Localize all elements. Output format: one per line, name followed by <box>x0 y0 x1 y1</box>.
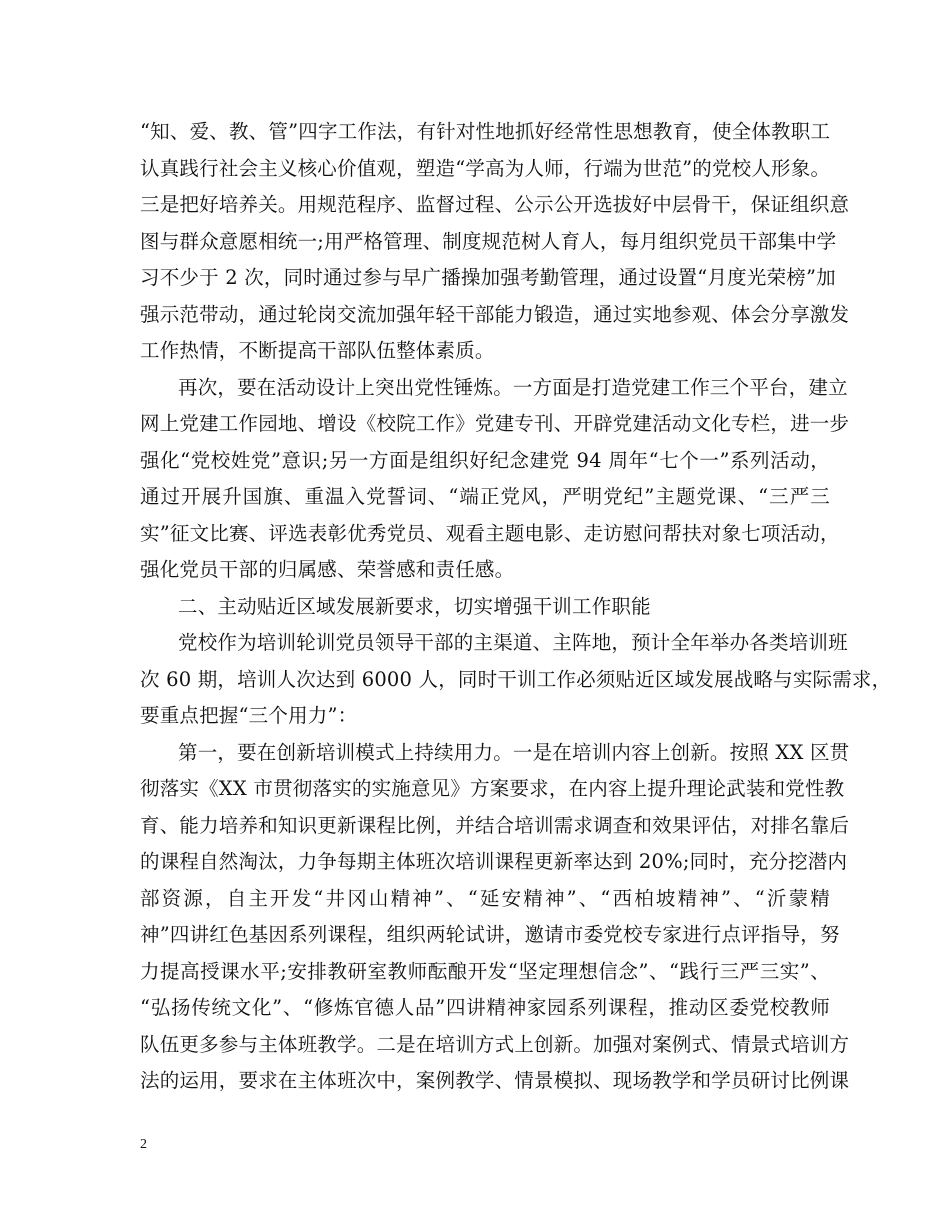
text-line: 强化“党校姓党”意识;另一方面是组织好纪念建党 94 周年“七个一”系列活动， <box>140 448 830 472</box>
text-line: 育、能力培养和知识更新课程比例，并结合培训需求调查和效果评估，对排名靠后 <box>140 813 850 837</box>
section-heading: 二、主动贴近区域发展新要求，切实增强干训工作职能 <box>178 594 651 618</box>
text-line: 再次，要在活动设计上突出党性锤炼。一方面是打造党建工作三个平台，建立 <box>178 375 848 399</box>
text-line: 图与群众意愿相统一;用严格管理、制度规范树人育人，每月组织党员干部集中学 <box>140 229 837 253</box>
text-line: 强示范带动，通过轮岗交流加强年轻干部能力锻造，通过实地参观、体会分享激发 <box>140 302 850 326</box>
page-number: 2 <box>140 1137 147 1152</box>
text-line: 实”征文比赛、评选表彰优秀党员、观看主题电影、走访慰问帮扶对象七项活动， <box>140 521 840 545</box>
text-line: 网上党建工作园地、增设《校院工作》党建专刊、开辟党建活动文化专栏，进一步 <box>140 412 850 435</box>
text-line: 法的运用，要求在主体班次中，案例教学、情景模拟、现场教学和学员研讨比例课 <box>140 1069 850 1092</box>
text-line: “弘扬传统文化”、“修炼官德人品”四讲精神家园系列课程，推动区委党校教师 <box>140 996 830 1019</box>
text-line: “知、爱、教、管”四字工作法，有针对性地抓好经常性思想教育，使全体教职工 <box>140 120 831 143</box>
text-line: 第一，要在创新培训模式上持续用力。一是在培训内容上创新。按照 XX 区贯 <box>178 740 850 764</box>
text-line: 习不少于 2 次，同时通过参与早广播操加强考勤管理，通过设置“月度光荣榜”加 <box>140 266 836 289</box>
text-line: 党校作为培训轮训党员领导干部的主渠道、主阵地，预计全年举办各类培训班 <box>178 631 848 654</box>
document-body <box>140 114 892 1100</box>
text-line: 的课程自然淘汰，力争每期主体班次培训课程更新率达到 20%;同时，充分挖潜内 <box>140 850 848 873</box>
text-line: 部资源，自主开发“井冈山精神”、“延安精神”、“西柏坡精神”、“沂蒙精 <box>140 886 830 910</box>
text-line: 强化党员干部的归属感、荣誉感和责任感。 <box>140 558 515 581</box>
text-line: 彻落实《XX 市贯彻落实的实施意见》方案要求，在内容上提升理论武装和党性教 <box>140 777 845 800</box>
text-line: 次 60 期，培训人次达到 6000 人，同时干训工作必须贴近区域发展战略与实际需求， <box>140 667 892 691</box>
text-line: 工作热情，不断提高干部队伍整体素质。 <box>140 339 495 362</box>
text-line: 神”四讲红色基因系列课程，组织两轮试讲，邀请市委党校专家进行点评指导，努 <box>140 923 840 946</box>
text-line: 要重点把握“三个用力”： <box>140 704 358 727</box>
text-line: 队伍更多参与主体班教学。二是在培训方式上创新。加强对案例式、情景式培训方 <box>140 1032 850 1056</box>
text-line: 通过开展升国旗、重温入党誓词、“端正党风，严明党纪”主题党课、“三严三 <box>140 485 830 508</box>
text-line: 认真践行社会主义核心价值观，塑造“学高为人师，行端为世范”的党校人形象。 <box>140 156 831 180</box>
text-line: 三是把好培养关。用规范程序、监督过程、公示公开选拔好中层骨干，保证组织意 <box>140 193 850 216</box>
text-line: 力提高授课水平;安排教研室教师酝酿开发“坚定理想信念”、“践行三严三实”、 <box>140 959 830 983</box>
